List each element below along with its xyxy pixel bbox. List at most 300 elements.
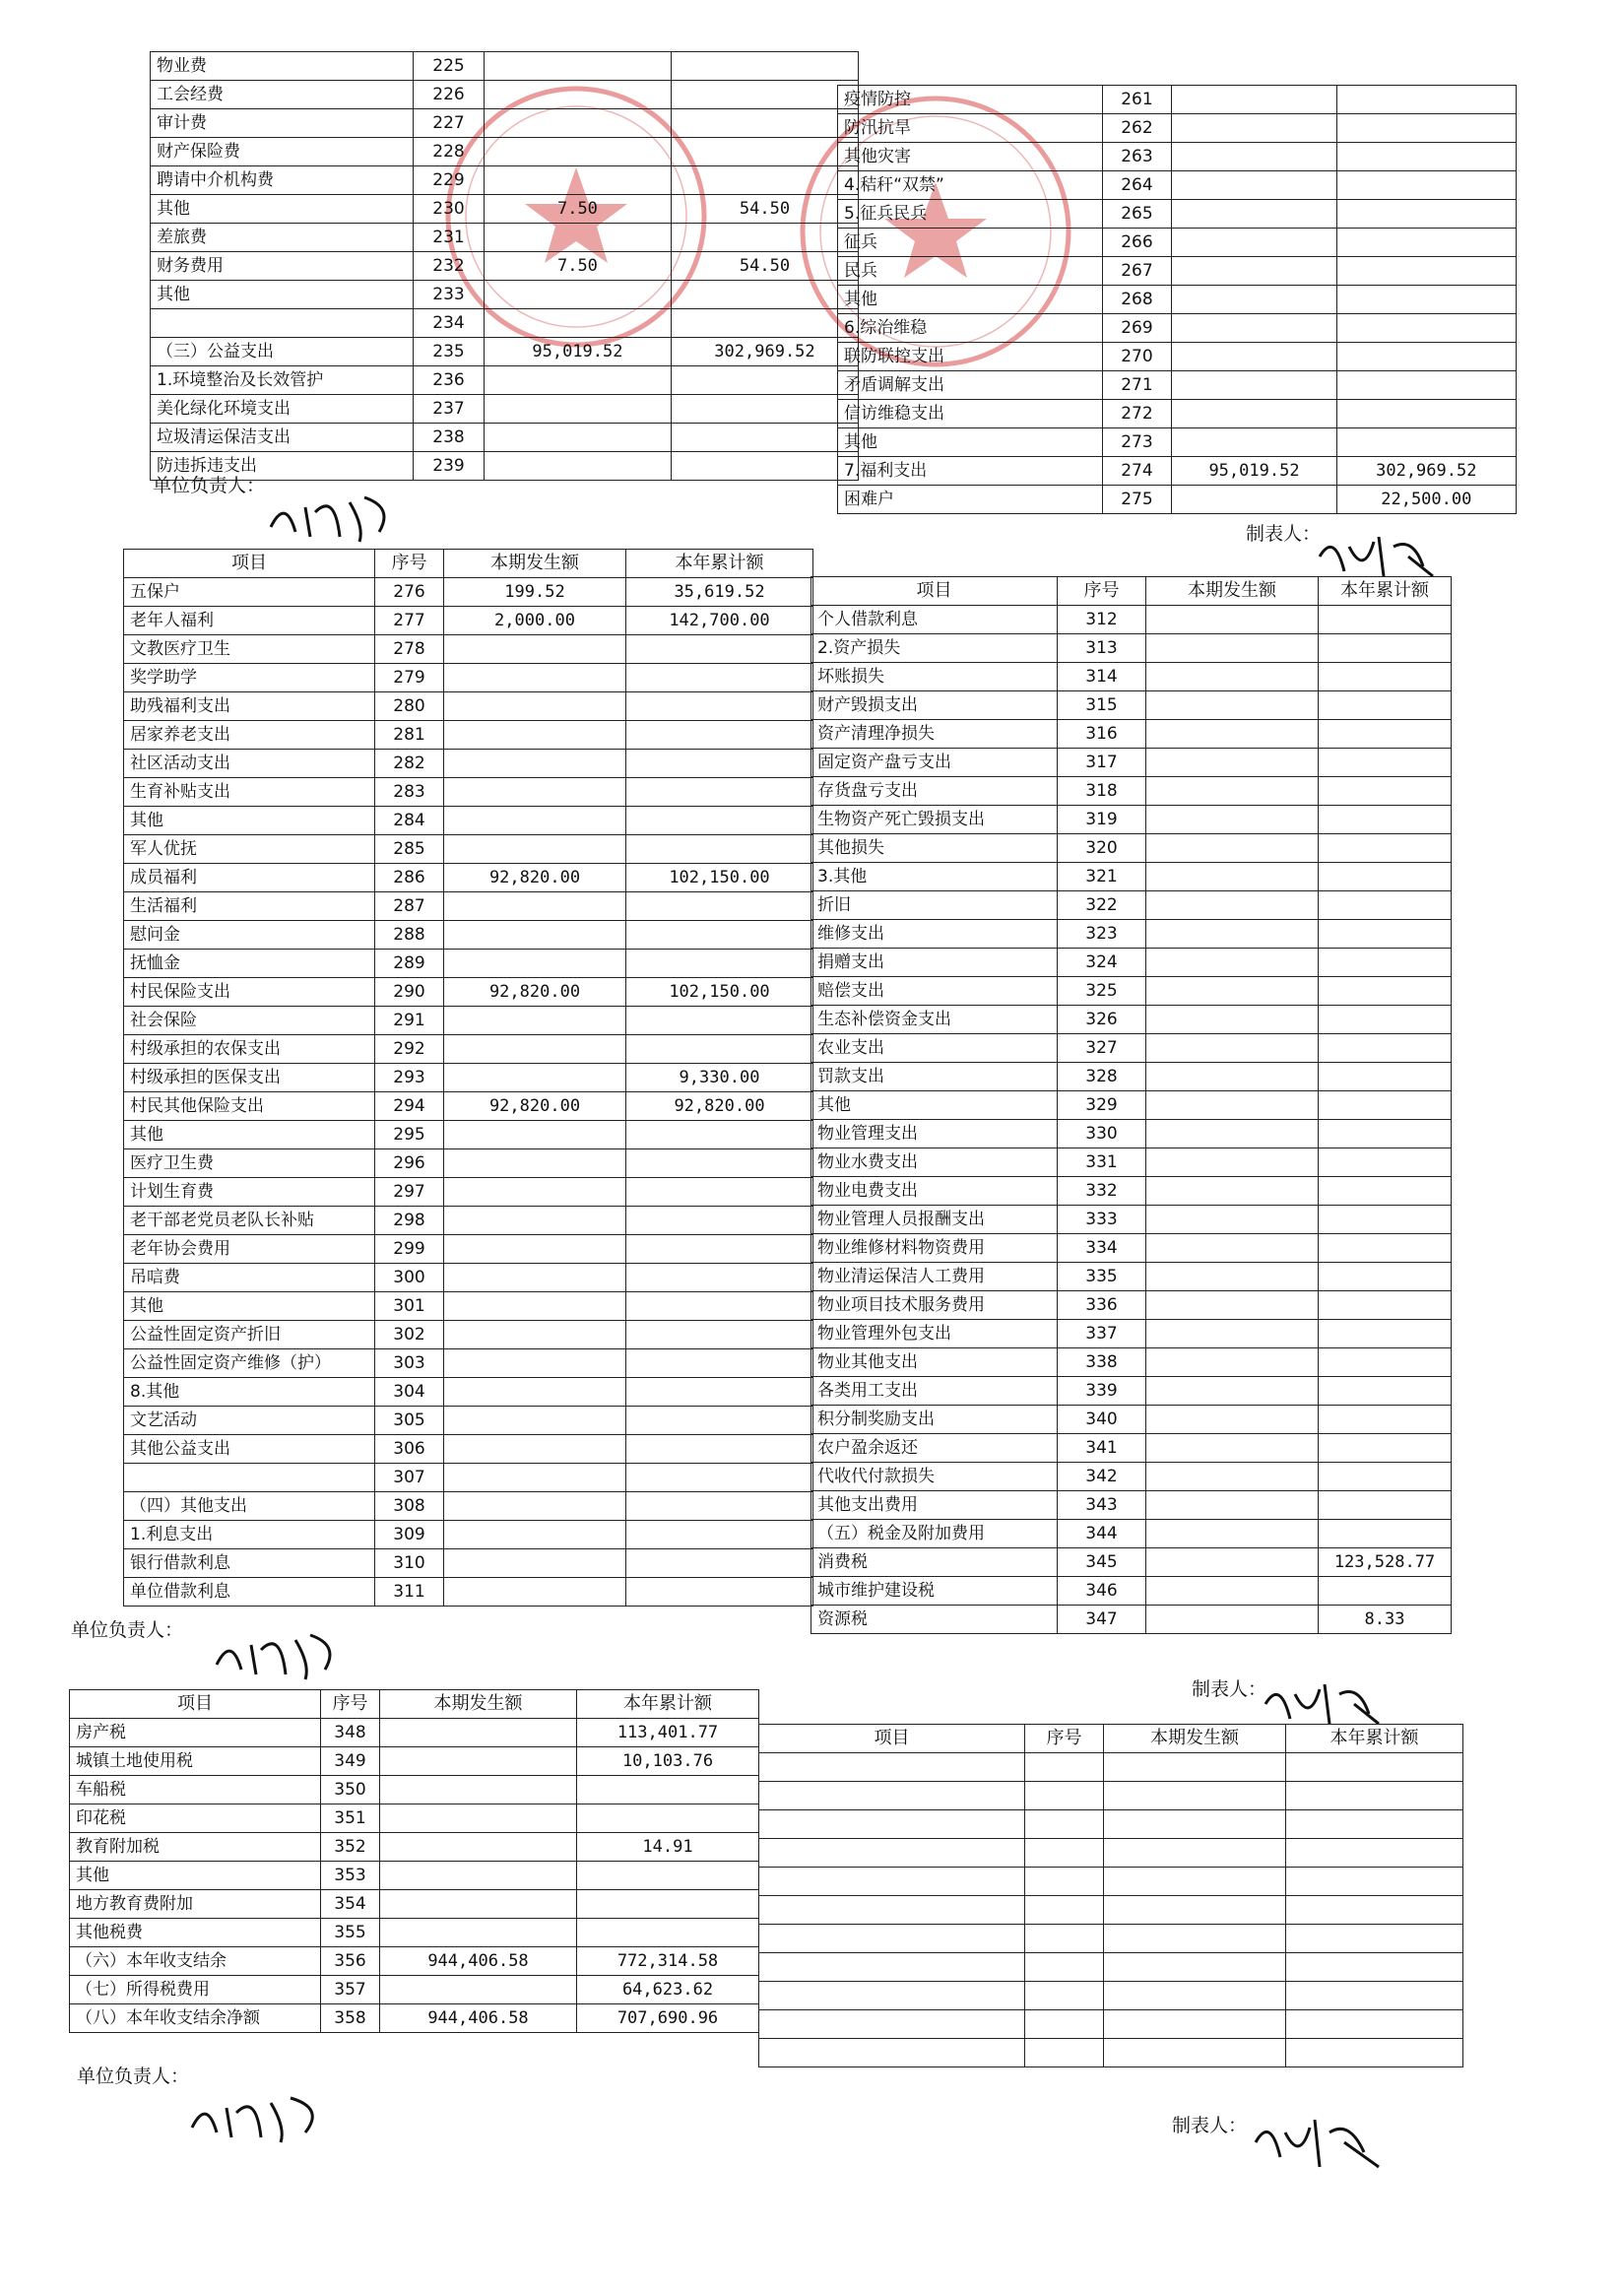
row-ytd-amount	[577, 1862, 759, 1890]
row-label: 差旅费	[151, 224, 414, 252]
row-label: 物业管理人员报酬支出	[811, 1206, 1058, 1234]
row-seq: 237	[414, 395, 485, 424]
empty-cell	[1025, 1982, 1104, 2010]
row-seq: 270	[1102, 343, 1172, 371]
col-header-seq: 序号	[1058, 577, 1146, 606]
empty-cell	[759, 1925, 1025, 1953]
row-label: 老年人福利	[124, 607, 375, 635]
row-current-amount	[444, 664, 626, 692]
empty-cell	[1025, 1782, 1104, 1810]
row-seq: 332	[1058, 1177, 1146, 1206]
col-header-item: 项目	[811, 577, 1058, 606]
table-row	[124, 1264, 813, 1292]
row-ytd-amount	[1319, 863, 1452, 891]
empty-cell	[1104, 1896, 1286, 1925]
row-ytd-amount	[1336, 343, 1516, 371]
table-row	[811, 1491, 1452, 1520]
row-seq: 313	[1058, 634, 1146, 663]
table-row	[124, 1121, 813, 1149]
row-label: 防汛抗旱	[838, 114, 1103, 143]
row-current-amount	[1172, 229, 1336, 257]
table-row	[838, 229, 1517, 257]
row-label: 积分制奖励支出	[811, 1406, 1058, 1434]
row-ytd-amount	[1336, 400, 1516, 428]
empty-cell	[1286, 1810, 1463, 1839]
row-ytd-amount	[626, 692, 813, 721]
row-ytd-amount	[626, 892, 813, 921]
table-row	[759, 1953, 1463, 1982]
row-label: 生物资产死亡毁损支出	[811, 806, 1058, 834]
row-seq: 302	[375, 1321, 444, 1349]
row-seq: 337	[1058, 1320, 1146, 1348]
row-current-amount	[444, 1264, 626, 1292]
row-label: （五）税金及附加费用	[811, 1520, 1058, 1548]
row-label: 各类用工支出	[811, 1377, 1058, 1406]
row-label: 捐赠支出	[811, 949, 1058, 977]
row-seq: 350	[321, 1776, 380, 1804]
row-ytd-amount	[626, 1407, 813, 1435]
table-row	[124, 1092, 813, 1121]
table-row	[124, 978, 813, 1007]
row-label: 其他	[811, 1091, 1058, 1120]
row-label: 生育补贴支出	[124, 778, 375, 807]
row-current-amount: 92,820.00	[444, 864, 626, 892]
col-header-current: 本期发生额	[444, 550, 626, 578]
table-row	[124, 1464, 813, 1492]
row-label: 农户盈余返还	[811, 1434, 1058, 1463]
row-ytd-amount	[1319, 1177, 1452, 1206]
row-ytd-amount	[671, 366, 858, 395]
row-current-amount	[1146, 1491, 1319, 1520]
row-ytd-amount	[671, 52, 858, 81]
row-seq: 230	[414, 195, 485, 224]
preparer-signature-3	[1251, 2108, 1389, 2182]
row-current-amount	[484, 395, 671, 424]
row-seq: 272	[1102, 400, 1172, 428]
row-label: 物业清运保洁人工费用	[811, 1263, 1058, 1291]
row-label: 2.资产损失	[811, 634, 1058, 663]
row-seq: 233	[414, 281, 485, 309]
row-ytd-amount	[1319, 1434, 1452, 1463]
row-seq: 262	[1102, 114, 1172, 143]
row-current-amount	[444, 750, 626, 778]
row-label: 银行借款利息	[124, 1549, 375, 1578]
row-label: 物业项目技术服务费用	[811, 1291, 1058, 1320]
table-row	[151, 138, 859, 166]
row-label: 赔偿支出	[811, 977, 1058, 1006]
table-row	[811, 891, 1452, 920]
row-ytd-amount	[1319, 1006, 1452, 1034]
unit-head-signature-2	[212, 1625, 350, 1684]
row-seq: 329	[1058, 1091, 1146, 1120]
table-row	[124, 664, 813, 692]
row-current-amount	[444, 921, 626, 950]
row-ytd-amount	[1336, 286, 1516, 314]
table-row	[811, 1577, 1452, 1606]
table-row	[838, 314, 1517, 343]
row-ytd-amount	[671, 309, 858, 338]
row-seq: 311	[375, 1578, 444, 1607]
table-row	[124, 892, 813, 921]
row-seq: 356	[321, 1947, 380, 1976]
empty-cell	[1025, 1896, 1104, 1925]
row-seq: 326	[1058, 1006, 1146, 1034]
row-seq: 274	[1102, 457, 1172, 486]
row-label: 信访维稳支出	[838, 400, 1103, 428]
row-label: 社区活动支出	[124, 750, 375, 778]
table-row	[70, 1747, 759, 1776]
row-seq: 299	[375, 1235, 444, 1264]
row-seq: 275	[1102, 486, 1172, 514]
row-label: 矛盾调解支出	[838, 371, 1103, 400]
row-label: 美化绿化环境支出	[151, 395, 414, 424]
unit-head-label-1: 单位负责人：	[153, 475, 266, 496]
row-current-amount	[1172, 114, 1336, 143]
row-seq: 338	[1058, 1348, 1146, 1377]
row-current-amount	[444, 1207, 626, 1235]
row-ytd-amount: 54.50	[671, 252, 858, 281]
row-label: 农业支出	[811, 1034, 1058, 1063]
row-current-amount	[380, 1833, 577, 1862]
table-row	[838, 343, 1517, 371]
table-row	[811, 1006, 1452, 1034]
row-ytd-amount	[671, 452, 858, 481]
table-row	[759, 1810, 1463, 1839]
row-ytd-amount	[1319, 1320, 1452, 1348]
row-current-amount	[380, 1747, 577, 1776]
row-current-amount	[444, 1321, 626, 1349]
row-ytd-amount	[1319, 891, 1452, 920]
row-seq: 298	[375, 1207, 444, 1235]
row-label: （七）所得税费用	[70, 1976, 321, 2004]
table-row	[151, 338, 859, 366]
row-seq: 231	[414, 224, 485, 252]
row-current-amount: 95,019.52	[484, 338, 671, 366]
row-current-amount	[1146, 1234, 1319, 1263]
row-label: 聘请中介机构费	[151, 166, 414, 195]
row-seq: 317	[1058, 749, 1146, 777]
row-seq: 333	[1058, 1206, 1146, 1234]
row-seq: 315	[1058, 691, 1146, 720]
row-label: 成员福利	[124, 864, 375, 892]
row-label: 生活福利	[124, 892, 375, 921]
row-ytd-amount: 14.91	[577, 1833, 759, 1862]
row-current-amount	[444, 1549, 626, 1578]
row-current-amount	[444, 721, 626, 750]
row-label: 7.福利支出	[838, 457, 1103, 486]
table-row	[124, 1349, 813, 1378]
row-label: 工会经费	[151, 81, 414, 109]
row-current-amount	[1172, 314, 1336, 343]
row-label: 1.利息支出	[124, 1521, 375, 1549]
row-current-amount	[444, 1578, 626, 1607]
table-row	[70, 1833, 759, 1862]
row-seq: 234	[414, 309, 485, 338]
row-ytd-amount	[671, 395, 858, 424]
row-label: 文教医疗卫生	[124, 635, 375, 664]
row-current-amount	[1172, 428, 1336, 457]
row-ytd-amount	[1319, 777, 1452, 806]
empty-cell	[759, 1896, 1025, 1925]
row-seq: 265	[1102, 200, 1172, 229]
row-current-amount	[444, 1521, 626, 1549]
row-ytd-amount	[671, 281, 858, 309]
col-header-item: 项目	[70, 1690, 321, 1719]
row-ytd-amount	[626, 1378, 813, 1407]
preparer-label-3: 制表人：	[1172, 2115, 1248, 2136]
row-seq: 276	[375, 578, 444, 607]
row-ytd-amount	[577, 1804, 759, 1833]
row-ytd-amount	[671, 166, 858, 195]
row-label: 老年协会费用	[124, 1235, 375, 1264]
row-seq: 346	[1058, 1577, 1146, 1606]
empty-cell	[1025, 1953, 1104, 1982]
table-row	[811, 1206, 1452, 1234]
row-ytd-amount	[1336, 428, 1516, 457]
row-label: 其他支出费用	[811, 1491, 1058, 1520]
row-ytd-amount	[626, 1435, 813, 1464]
table-row	[838, 257, 1517, 286]
row-current-amount: 92,820.00	[444, 978, 626, 1007]
row-current-amount	[1146, 663, 1319, 691]
row-ytd-amount	[671, 109, 858, 138]
row-label: 房产税	[70, 1719, 321, 1747]
row-ytd-amount	[626, 950, 813, 978]
table-row	[811, 1434, 1452, 1463]
row-current-amount	[1172, 343, 1336, 371]
row-ytd-amount: 10,103.76	[577, 1747, 759, 1776]
empty-cell	[759, 1810, 1025, 1839]
empty-cell	[1104, 2010, 1286, 2039]
table-row	[811, 1120, 1452, 1148]
row-label: 单位借款利息	[124, 1578, 375, 1607]
row-seq: 263	[1102, 143, 1172, 171]
col-header-current: 本期发生额	[380, 1690, 577, 1719]
table-row	[124, 1435, 813, 1464]
section2-left-table	[123, 549, 813, 1607]
row-seq: 303	[375, 1349, 444, 1378]
row-current-amount: 7.50	[484, 195, 671, 224]
table-row	[811, 1377, 1452, 1406]
row-ytd-amount	[1319, 1406, 1452, 1434]
table-row	[151, 109, 859, 138]
row-current-amount	[1146, 891, 1319, 920]
row-seq: 310	[375, 1549, 444, 1578]
row-ytd-amount	[1319, 1377, 1452, 1406]
row-current-amount	[1146, 949, 1319, 977]
row-seq: 236	[414, 366, 485, 395]
row-current-amount	[1146, 1434, 1319, 1463]
row-label: 慰问金	[124, 921, 375, 950]
empty-cell	[1025, 1868, 1104, 1896]
row-current-amount	[444, 1464, 626, 1492]
row-ytd-amount	[1319, 1491, 1452, 1520]
section1-right-table	[837, 85, 1517, 514]
row-ytd-amount	[1336, 257, 1516, 286]
row-label: 财产毁损支出	[811, 691, 1058, 720]
empty-cell	[1286, 1753, 1463, 1782]
row-ytd-amount	[1336, 86, 1516, 114]
table-row	[151, 309, 859, 338]
row-label: 物业其他支出	[811, 1348, 1058, 1377]
row-ytd-amount	[626, 1578, 813, 1607]
row-current-amount: 944,406.58	[380, 2004, 577, 2033]
table-row	[124, 1235, 813, 1264]
row-ytd-amount	[1336, 229, 1516, 257]
table-row	[811, 1063, 1452, 1091]
table-row	[151, 195, 859, 224]
empty-cell	[1104, 1953, 1286, 1982]
row-ytd-amount	[1319, 834, 1452, 863]
row-current-amount	[484, 281, 671, 309]
table-row	[124, 921, 813, 950]
row-seq: 358	[321, 2004, 380, 2033]
table-row	[151, 52, 859, 81]
row-seq: 227	[414, 109, 485, 138]
row-seq: 282	[375, 750, 444, 778]
row-seq: 331	[1058, 1148, 1146, 1177]
table-row	[124, 778, 813, 807]
row-ytd-amount	[1319, 1120, 1452, 1148]
empty-cell	[1025, 2039, 1104, 2067]
table-row	[759, 1839, 1463, 1868]
row-label: 生态补偿资金支出	[811, 1006, 1058, 1034]
row-seq: 229	[414, 166, 485, 195]
row-ytd-amount	[626, 921, 813, 950]
row-seq: 352	[321, 1833, 380, 1862]
row-label: 城市维护建设税	[811, 1577, 1058, 1606]
table-row	[124, 1007, 813, 1035]
row-label: 征兵	[838, 229, 1103, 257]
row-ytd-amount	[1319, 1520, 1452, 1548]
row-label: 其他灾害	[838, 143, 1103, 171]
row-seq: 278	[375, 635, 444, 664]
table-row	[151, 224, 859, 252]
row-seq: 300	[375, 1264, 444, 1292]
row-current-amount	[1146, 1263, 1319, 1291]
row-current-amount	[444, 1378, 626, 1407]
row-current-amount	[444, 892, 626, 921]
row-ytd-amount: 707,690.96	[577, 2004, 759, 2033]
col-header-seq: 序号	[321, 1690, 380, 1719]
table-row	[124, 1064, 813, 1092]
row-ytd-amount	[1319, 977, 1452, 1006]
row-current-amount	[380, 1804, 577, 1833]
table-row	[811, 634, 1452, 663]
row-current-amount	[484, 166, 671, 195]
row-current-amount	[1146, 1148, 1319, 1177]
row-label: 个人借款利息	[811, 606, 1058, 634]
row-label: 物业管理支出	[811, 1120, 1058, 1148]
row-current-amount	[484, 109, 671, 138]
table-row	[70, 1776, 759, 1804]
empty-cell	[1104, 1925, 1286, 1953]
row-current-amount	[484, 452, 671, 481]
row-seq: 283	[375, 778, 444, 807]
row-label: 8.其他	[124, 1378, 375, 1407]
row-current-amount: 7.50	[484, 252, 671, 281]
row-ytd-amount	[1319, 1234, 1452, 1263]
row-label: 其他	[151, 281, 414, 309]
row-ytd-amount	[626, 1349, 813, 1378]
row-seq: 305	[375, 1407, 444, 1435]
row-seq: 318	[1058, 777, 1146, 806]
row-ytd-amount	[626, 1235, 813, 1264]
row-seq: 342	[1058, 1463, 1146, 1491]
row-current-amount	[444, 1492, 626, 1521]
row-seq: 335	[1058, 1263, 1146, 1291]
row-ytd-amount: 35,619.52	[626, 578, 813, 607]
row-ytd-amount	[1319, 749, 1452, 777]
row-ytd-amount	[1336, 171, 1516, 200]
row-seq: 285	[375, 835, 444, 864]
table-row	[838, 86, 1517, 114]
row-seq: 321	[1058, 863, 1146, 891]
row-seq: 289	[375, 950, 444, 978]
row-ytd-amount	[1319, 806, 1452, 834]
row-ytd-amount	[626, 807, 813, 835]
empty-cell	[1104, 2039, 1286, 2067]
row-seq: 281	[375, 721, 444, 750]
row-ytd-amount	[1319, 1206, 1452, 1234]
row-label: 其他	[838, 286, 1103, 314]
empty-cell	[1286, 1953, 1463, 1982]
row-seq: 266	[1102, 229, 1172, 257]
row-current-amount	[484, 52, 671, 81]
row-current-amount: 199.52	[444, 578, 626, 607]
row-ytd-amount: 54.50	[671, 195, 858, 224]
row-ytd-amount	[1319, 1063, 1452, 1091]
row-current-amount	[1146, 834, 1319, 863]
row-seq: 314	[1058, 663, 1146, 691]
table-row	[70, 1976, 759, 2004]
table-row	[124, 692, 813, 721]
row-label: 村级承担的农保支出	[124, 1035, 375, 1064]
table-row	[811, 1263, 1452, 1291]
row-label: 维修支出	[811, 920, 1058, 949]
row-current-amount	[1146, 691, 1319, 720]
table-row	[811, 1034, 1452, 1063]
row-label: 印花税	[70, 1804, 321, 1833]
col-header-item: 项目	[124, 550, 375, 578]
row-current-amount	[484, 424, 671, 452]
table-row	[124, 1292, 813, 1321]
row-seq: 290	[375, 978, 444, 1007]
table-row	[811, 1406, 1452, 1434]
row-current-amount	[444, 1064, 626, 1092]
row-current-amount	[444, 1178, 626, 1207]
row-current-amount	[444, 1349, 626, 1378]
row-ytd-amount	[1319, 720, 1452, 749]
row-current-amount	[1146, 806, 1319, 834]
unit-head-label-2: 单位负责人：	[71, 1619, 184, 1641]
row-current-amount	[444, 1007, 626, 1035]
row-seq: 354	[321, 1890, 380, 1919]
row-current-amount	[484, 224, 671, 252]
table-row	[124, 750, 813, 778]
row-seq: 235	[414, 338, 485, 366]
col-header-seq: 序号	[1025, 1725, 1104, 1753]
table-row	[811, 1320, 1452, 1348]
table-row	[811, 920, 1452, 949]
row-ytd-amount	[1319, 920, 1452, 949]
table-row	[838, 457, 1517, 486]
table-row	[838, 171, 1517, 200]
row-label: 教育附加税	[70, 1833, 321, 1862]
row-ytd-amount	[626, 750, 813, 778]
table-row	[151, 424, 859, 452]
empty-cell	[1104, 1782, 1286, 1810]
